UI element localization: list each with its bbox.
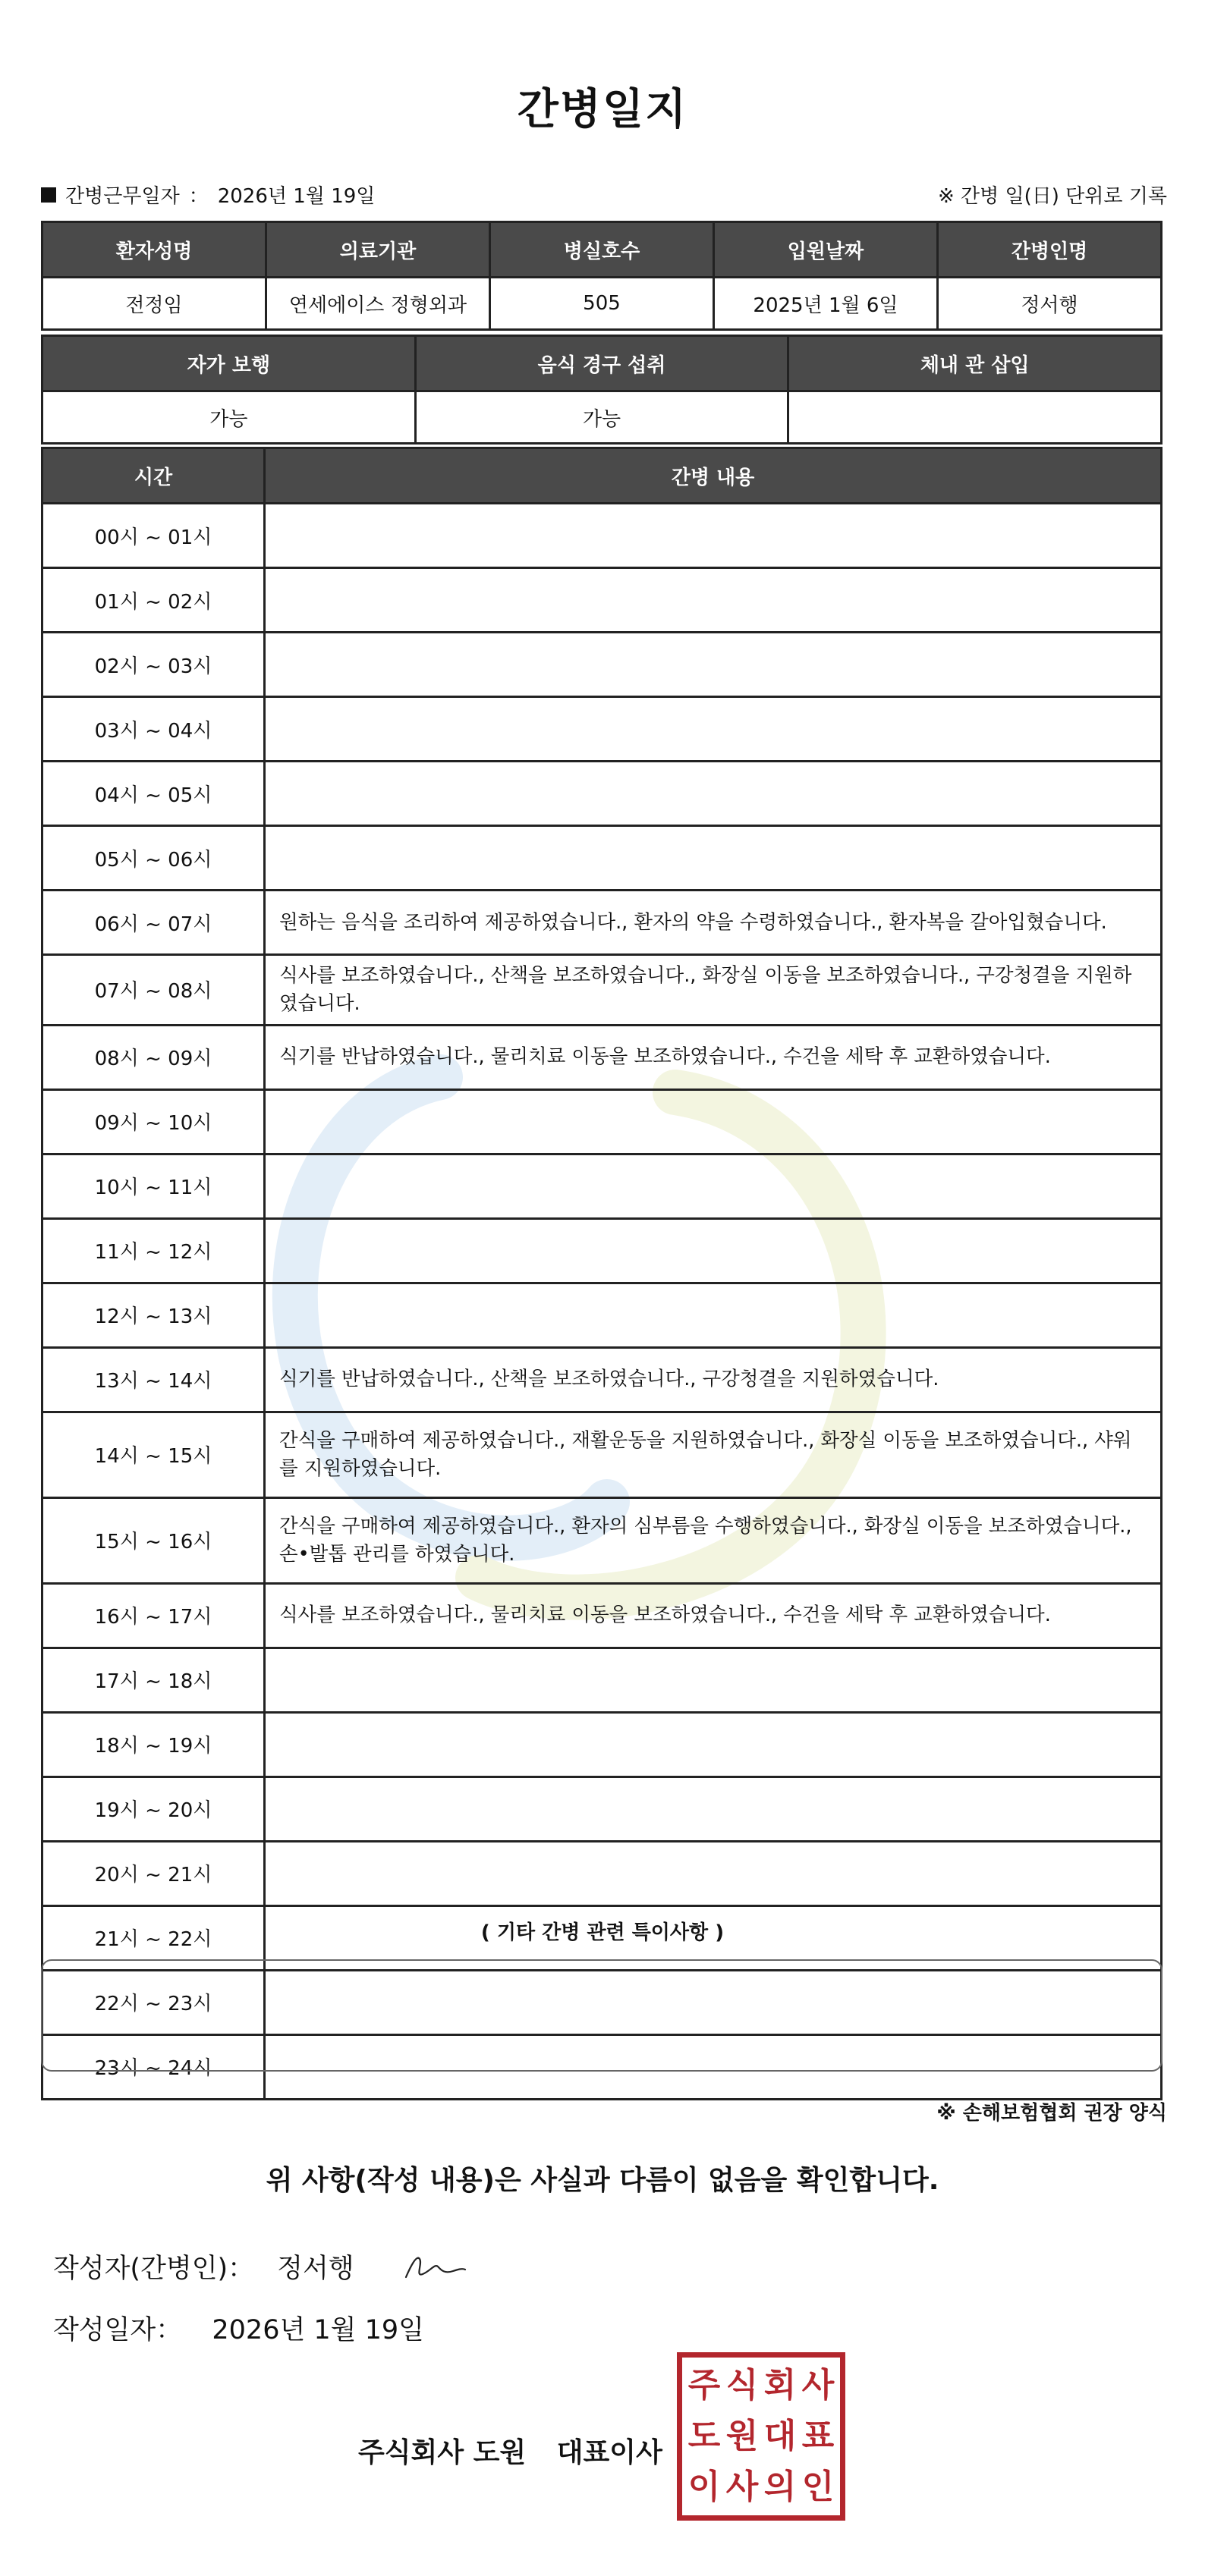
care-log-time: 12시 ~ 13시 (42, 1283, 265, 1347)
header-self-walking: 자가 보행 (42, 336, 416, 391)
patient-name: 전정임 (42, 278, 266, 330)
seal-character: 원 (725, 2416, 759, 2455)
writer-name: 정서행 (277, 2254, 354, 2284)
care-log-table (41, 447, 1163, 2100)
care-log-content (265, 1218, 1162, 1283)
care-log-time: 10시 ~ 11시 (42, 1154, 265, 1218)
care-log-time: 08시 ~ 09시 (42, 1025, 265, 1089)
care-log-row (42, 955, 1162, 1026)
header-admission-date: 입원날짜 (714, 222, 938, 278)
care-log-content: 간식을 구매하여 제공하였습니다., 환자의 심부름을 수행하였습니다., 화장실 이동을 보조하였습니다., 손•발톱 관리를 하였습니다. (265, 1497, 1162, 1583)
seal-character: 대 (763, 2416, 797, 2455)
care-log-content (265, 1154, 1162, 1218)
care-log-content (265, 762, 1162, 826)
patient-ability-table (41, 335, 1163, 445)
header-hospital: 의료기관 (266, 222, 490, 278)
care-log-row (42, 1648, 1162, 1712)
seal-character: 회 (763, 2366, 797, 2405)
header-caregiver: 간병인명 (938, 222, 1162, 278)
seal-character: 이 (687, 2467, 721, 2506)
care-log-content (265, 1089, 1162, 1154)
company-signature-line (358, 2431, 662, 2470)
care-log-content: 식사를 보조하였습니다., 물리치료 이동을 보조하였습니다., 수건을 세탁 후 교환하였습니다. (265, 1583, 1162, 1648)
care-log-content (265, 697, 1162, 762)
header-time: 시간 (42, 448, 265, 504)
care-log-content (265, 633, 1162, 697)
header-care-content: 간병 내용 (265, 448, 1162, 504)
care-log-time: 16시 ~ 17시 (42, 1583, 265, 1648)
writer-label: 작성자(간병인)： (53, 2254, 255, 2284)
care-log-row (42, 762, 1162, 826)
care-log-time: 07시 ~ 08시 (42, 955, 265, 1026)
care-log-time: 13시 ~ 14시 (42, 1347, 265, 1412)
care-log-content (265, 826, 1162, 891)
care-log-time: 23시 ~ 24시 (42, 2034, 265, 2099)
care-log-time: 04시 ~ 05시 (42, 762, 265, 826)
care-log-row (42, 1776, 1162, 1841)
care-log-content (265, 1776, 1162, 1841)
care-log-row (42, 1218, 1162, 1283)
seal-character: 사 (725, 2467, 759, 2506)
care-log-content: 식사를 보조하였습니다., 산책을 보조하였습니다., 화장실 이동을 보조하였습니다., 구강청결을 지원하였습니다. (265, 955, 1162, 1026)
admission-date: 2025년 1월 6일 (714, 278, 938, 330)
care-log-row (42, 1347, 1162, 1412)
care-log-row (42, 568, 1162, 633)
care-log-content (265, 568, 1162, 633)
care-log-time: 19시 ~ 20시 (42, 1776, 265, 1841)
care-log-body (42, 504, 1162, 2100)
care-log-content: 식기를 반납하였습니다., 물리치료 이동을 보조하였습니다., 수건을 세탁 후 교환하였습니다. (265, 1025, 1162, 1089)
oral-intake: 가능 (415, 391, 788, 444)
caregiver-name: 정서행 (938, 278, 1162, 330)
seal-character: 주 (687, 2366, 721, 2405)
care-log-time: 06시 ~ 07시 (42, 891, 265, 955)
confirmation-statement: 위 사항(작성 내용)은 사실과 다름이 없음을 확인합니다. (266, 2165, 939, 2196)
self-walking: 가능 (42, 391, 416, 444)
seal-character: 의 (763, 2467, 797, 2506)
care-log-content (265, 1841, 1162, 1905)
unit-note: ※ 간병 일(日) 단위로 기록 (937, 185, 1167, 208)
care-log-content (265, 504, 1162, 568)
work-date-separator: ： (188, 185, 209, 208)
care-log-time: 09시 ~ 10시 (42, 1089, 265, 1154)
square-bullet-icon (41, 187, 56, 203)
work-date-label: 간병근무일자 (65, 185, 180, 208)
seal-character: 표 (801, 2416, 835, 2455)
special-notes-box (41, 1959, 1163, 2072)
care-log-content: 원하는 음식을 조리하여 제공하였습니다., 환자의 약을 수령하였습니다., 환자복을 갈아입혔습니다. (265, 891, 1162, 955)
care-log-row (42, 1497, 1162, 1583)
writer-line (53, 2244, 468, 2289)
care-log-time: 00시 ~ 01시 (42, 504, 265, 568)
care-log-time: 17시 ~ 18시 (42, 1648, 265, 1712)
care-log-time: 11시 ~ 12시 (42, 1218, 265, 1283)
header-tube-insertion: 체내 관 삽입 (788, 336, 1162, 391)
care-log-row (42, 826, 1162, 891)
care-log-row (42, 1283, 1162, 1347)
care-log-header-row (42, 448, 1162, 504)
company-seal-stamp (677, 2352, 845, 2521)
care-log-time: 22시 ~ 23시 (42, 1970, 265, 2034)
seal-character: 사 (801, 2366, 835, 2405)
page-title: 간병일지 (517, 85, 688, 134)
care-log-row (42, 1025, 1162, 1089)
care-log-row (42, 891, 1162, 955)
form-note: ※ 손해보험협회 권장 양식 (936, 2102, 1167, 2125)
patient-info-value-row (42, 278, 1162, 330)
care-log-row (42, 1412, 1162, 1497)
care-log-content (265, 1648, 1162, 1712)
seal-character: 도 (687, 2416, 721, 2455)
care-log-row (42, 1841, 1162, 1905)
seal-character: 인 (801, 2467, 835, 2506)
header-oral-intake: 음식 경구 섭취 (415, 336, 788, 391)
care-log-content: 식기를 반납하였습니다., 산책을 보조하였습니다., 구강청결을 지원하였습니다. (265, 1347, 1162, 1412)
special-notes-title: ( 기타 간병 관련 특이사항 ) (480, 1921, 725, 1944)
care-log-row (42, 1089, 1162, 1154)
care-log-time: 14시 ~ 15시 (42, 1412, 265, 1497)
patient-info-table (41, 221, 1163, 331)
company-name: 주식회사 도원 (358, 2437, 527, 2468)
hospital: 연세에이스 정형외과 (266, 278, 490, 330)
care-log-time: 18시 ~ 19시 (42, 1712, 265, 1776)
seal-character: 식 (725, 2366, 759, 2405)
ability-value-row (42, 391, 1162, 444)
care-log-time: 15시 ~ 16시 (42, 1497, 265, 1583)
care-log-time: 01시 ~ 02시 (42, 568, 265, 633)
care-log-content (265, 1283, 1162, 1347)
tube-insertion (788, 391, 1162, 444)
care-log-row (42, 1154, 1162, 1218)
written-date-line (53, 2309, 424, 2347)
care-log-time: 21시 ~ 22시 (42, 1905, 265, 1970)
handwritten-signature (400, 2244, 468, 2289)
room-number: 505 (490, 278, 714, 330)
care-log-row (42, 1712, 1162, 1776)
care-log-row (42, 633, 1162, 697)
written-date-value: 2026년 1월 19일 (212, 2315, 424, 2345)
care-log-time: 20시 ~ 21시 (42, 1841, 265, 1905)
patient-info-header-row (42, 222, 1162, 278)
work-date (41, 181, 375, 209)
care-log-time: 05시 ~ 06시 (42, 826, 265, 891)
header-room: 병실호수 (490, 222, 714, 278)
header-patient-name: 환자성명 (42, 222, 266, 278)
care-log-content (265, 1712, 1162, 1776)
care-log-row (42, 1583, 1162, 1648)
ability-header-row (42, 336, 1162, 391)
care-log-row (42, 504, 1162, 568)
care-log-time: 02시 ~ 03시 (42, 633, 265, 697)
care-log-time: 03시 ~ 04시 (42, 697, 265, 762)
work-date-value: 2026년 1월 19일 (217, 185, 376, 208)
care-log-content: 간식을 구매하여 제공하였습니다., 재활운동을 지원하였습니다., 화장실 이동을 보조하였습니다., 샤워를 지원하였습니다. (265, 1412, 1162, 1497)
company-role: 대표이사 (556, 2437, 662, 2468)
written-date-label: 작성일자： (53, 2315, 183, 2345)
care-log-row (42, 697, 1162, 762)
